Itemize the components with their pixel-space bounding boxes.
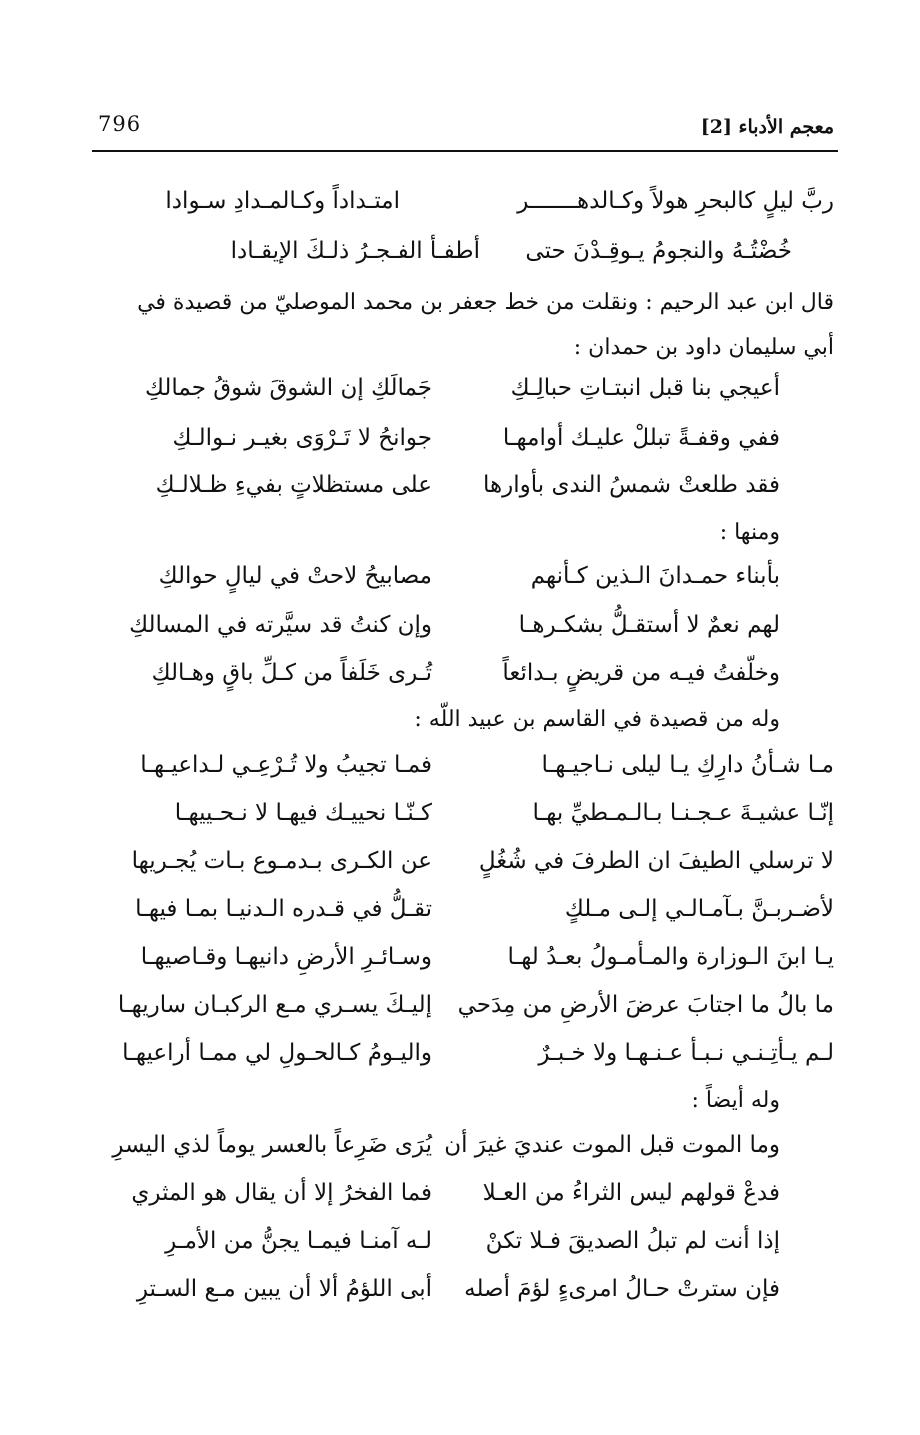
poem2-line1-right: أعيجي بنا قبل انبتـاتِ حبالِـكِ [510,375,780,401]
intro-3: وله من قصيدة في القاسم بن عبيد اللّه : [414,707,780,732]
poem1-line2-left: أطفـأ الفـجـرُ ذلـكَ الإيقـادا [230,238,480,264]
poem3-line3-right: وخلّفتُ فيـه من قريضٍ بـدائعاً [502,660,780,686]
poem3-line1-right: بأبناء حمـدانَ الـذين كـأنهم [530,563,780,589]
poem4-line3-right: لا ترسلي الطيفَ ان الطرفَ في شُغُلٍ [478,848,834,874]
running-title: معجم الأدباء [2] [700,116,834,138]
poem4-line6-left: إليـكَ يسـري مـع الركبـان ساريهـا [117,992,432,1018]
poem4-line4-left: تقـلُّ في قـدره الـدنيـا بمـا فيهـا [135,896,432,922]
poem1-line1-right: ربَّ ليلٍ كالبحرِ هولاً وكـالدهـــــــر [517,188,834,214]
poem1-line1-left: امتـداداً وكـالمـدادِ سـوادا [165,188,400,214]
poem5-line2-right: فدعْ قولهم ليس الثراءُ من العـلا [482,1180,780,1206]
poem4-line2-right: إنّـا عشيـةَ عـجـنـا بـالـمـطيِّ بهـا [532,800,834,826]
poem2-line2-left: جوانحُ لا تَـرْوَى بغيـر نـوالـكِ [172,425,432,451]
poem3-line2-right: لهم نعمٌ لا أستقـلُّ بشكـرهـا [518,612,780,638]
poem5-line4-left: أبى اللؤمُ ألا أن يبين مـع السـترِ [136,1276,432,1302]
intro-1a: قال ابن عبد الرحيم : ونقلت من خط جعفر بن محمد الموصليّ من قصيدة في [137,290,834,315]
poem4-line4-right: لأضـربـنَّ بـآمـالـي إلـى مـلكٍ [564,896,834,922]
poem4-line3-left: عن الكـرى بـدمـوع بـات يُجـريها [131,848,432,874]
poem4-line1-right: مـا شـأنُ دارِكِ يـا ليلى نـاجيـهـا [541,752,834,778]
poem3-line1-left: مصابيحُ لاحتْ في ليالٍ حوالكِ [158,563,432,589]
poem5-line4-right: فإن سترتْ حـالُ امرىءٍ لؤمَ أصله [464,1276,780,1302]
intro-1b: أبي سليمان داود بن حمدان : [573,335,834,360]
poem5-line3-left: لـه آمنـا فيمـا يجنُّ من الأمـرِ [165,1228,432,1254]
poem3-line2-left: وإن كنتُ قد سيَّرته في المسالكِ [129,612,432,638]
poem2-line2-right: ففي وقفـةً تبللْ عليـك أوامهـا [502,425,780,451]
poem5-line2-left: فما الفخرُ إلا أن يقال هو المثري [131,1180,432,1206]
intro-2: ومنها : [719,520,780,545]
poem5-line1-right: وما الموت قبل الموت عنديَ غيرَ أن [444,1132,780,1158]
intro-4: وله أيضاً : [691,1088,780,1113]
poem4-line1-left: فمـا تجيبُ ولا تُـرْعِـي لـداعيـهـا [140,752,432,778]
page-number: 796 [98,112,142,136]
poem4-line7-right: لـم يـأتِـنـي نـبـأ عـنـهـا ولا خـبـرٌ [538,1040,834,1066]
poem2-line1-left: جَمالَكِ إن الشوقَ شوقُ جمالكِ [145,375,432,401]
poem5-line3-right: إذا أنت لم تبلُ الصديقَ فـلا تكنْ [485,1228,780,1254]
poem4-line5-right: يـا ابنَ الـوزارة والمـأمـولُ بعـدُ لهـا [507,944,834,970]
poem2-line3-right: فقد طلعتْ شمسُ الندى بأوارها [482,472,780,498]
poem1-line2-right: خُضْتُـهُ والنجومُ يـوقِـدْنَ حتى [525,238,792,264]
poem4-line2-left: كـنّـا نحييـك فيهـا لا نـحـييهـا [174,800,432,826]
poem5-line1-left: يُرَى ضَرِعاً بالعسر يوماً لذي اليسرِ [112,1132,432,1158]
poem4-line6-right: ما بالُ ما اجتابَ عرضَ الأرضِ من مِدَحي [457,992,834,1018]
poem2-line3-left: على مستظلاتٍ بفيءِ ظـلالـكِ [155,472,432,498]
poem3-line3-left: تُـرى خَلَفاً من كـلِّ باقٍ وهـالكِ [151,660,432,686]
poem4-line7-left: واليـومُ كـالحـولِ لي ممـا أراعيهـا [122,1040,432,1066]
header-rule [92,150,838,152]
poem4-line5-left: وسـائـرِ الأرضِ دانيهـا وقـاصيهـا [140,944,432,970]
